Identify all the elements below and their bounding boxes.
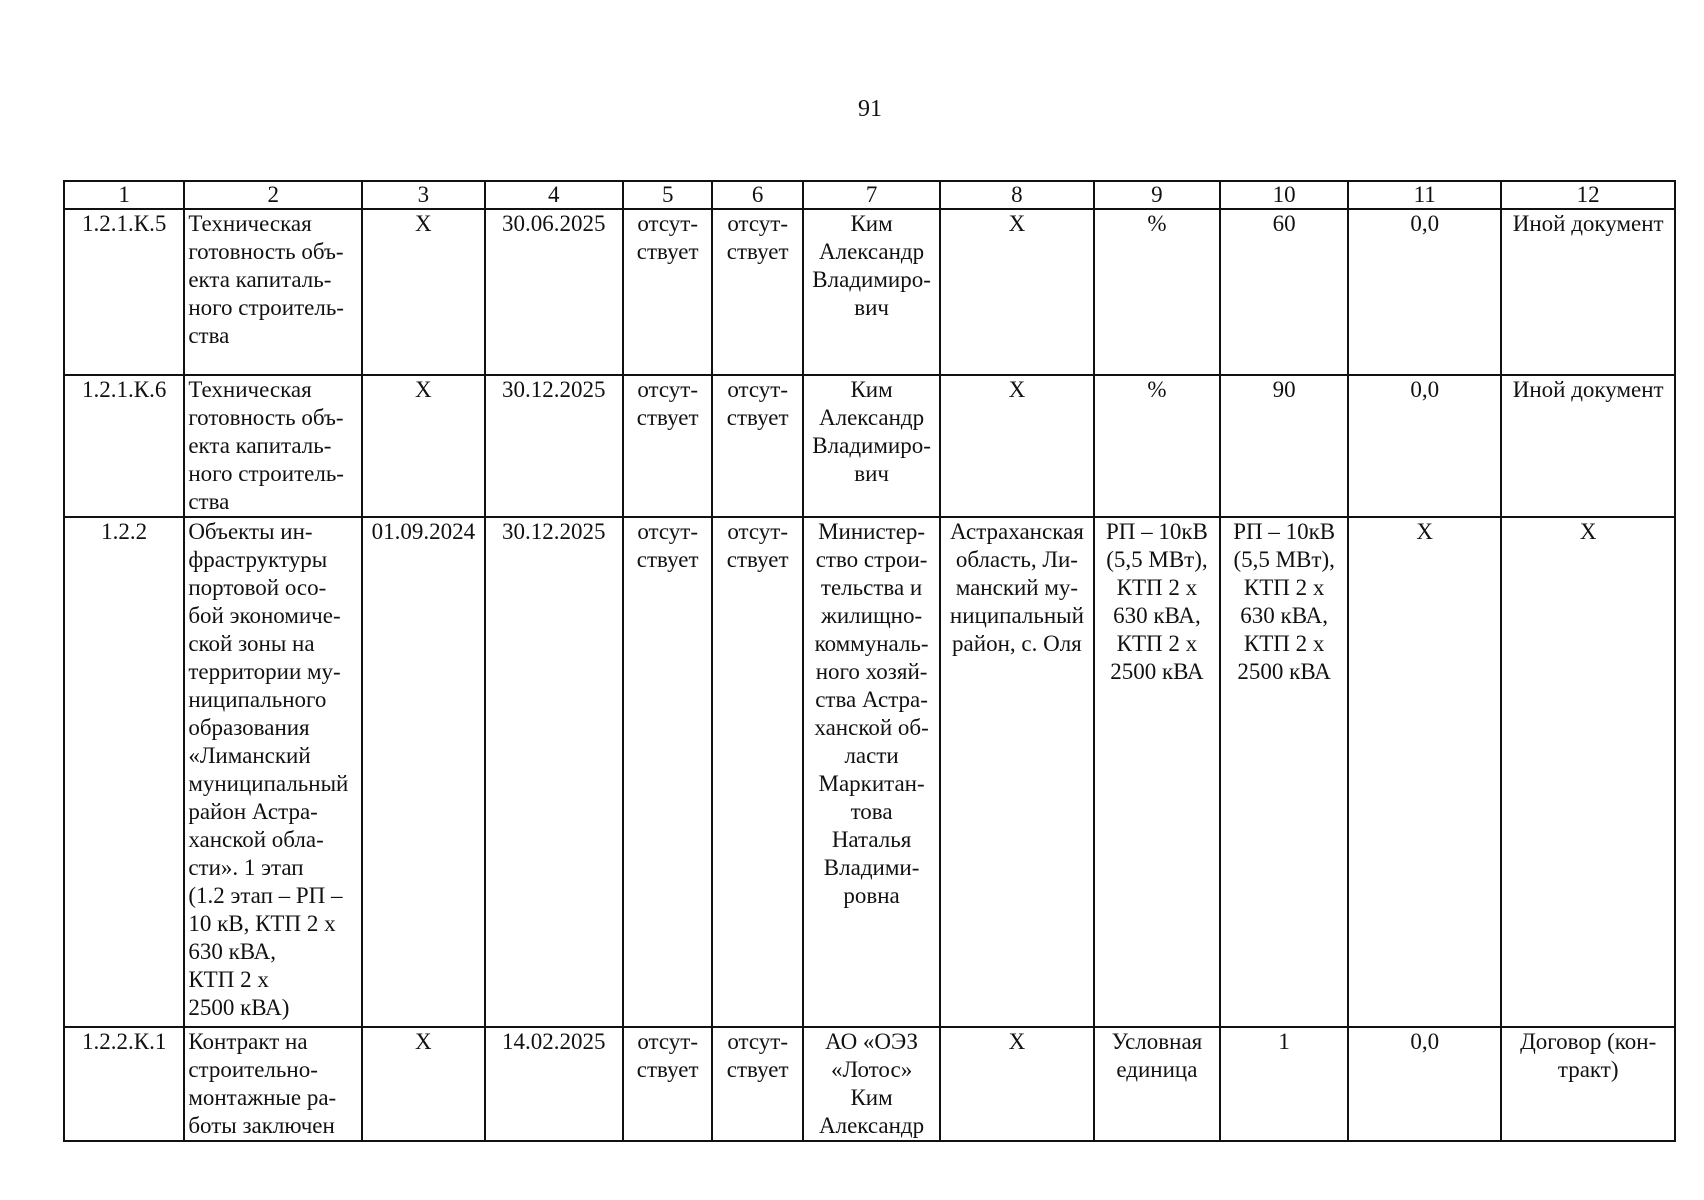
row-col6: отсут- ствует: [712, 375, 803, 517]
header-cell: 4: [485, 181, 623, 209]
row-unit: %: [1094, 375, 1221, 517]
header-cell: 9: [1094, 181, 1221, 209]
row-document: Договор (кон- тракт): [1501, 1027, 1675, 1141]
row-name: Техническая готовность объ- екта капиталь- ного строитель- ства: [184, 209, 362, 375]
header-row: [64, 181, 1675, 209]
row-unit: РП – 10кВ (5,5 МВт), КТП 2 х 630 кВА, КТП 2 х 2500 кВА: [1094, 517, 1221, 1027]
row-unit: %: [1094, 209, 1221, 375]
row-col5: отсут- ствует: [623, 1027, 712, 1141]
header-cell: 12: [1501, 181, 1675, 209]
table-row: [64, 1027, 1675, 1141]
header-cell: 6: [712, 181, 803, 209]
row-end: 30.12.2025: [485, 517, 623, 1027]
row-location: X: [940, 209, 1093, 375]
header-cell: 8: [940, 181, 1093, 209]
row-col6: отсут- ствует: [712, 1027, 803, 1141]
row-id: 1.2.2: [64, 517, 184, 1027]
row-end: 30.06.2025: [485, 209, 623, 375]
header-cell: 7: [803, 181, 940, 209]
page-number: 91: [858, 96, 882, 122]
table-row: [64, 517, 1675, 1027]
row-value: 1: [1220, 1027, 1348, 1141]
row-document: X: [1501, 517, 1675, 1027]
header-cell: 3: [362, 181, 484, 209]
row-col11: X: [1348, 517, 1501, 1027]
row-value: 60: [1220, 209, 1348, 375]
row-col5: отсут- ствует: [623, 209, 712, 375]
row-col11: 0,0: [1348, 375, 1501, 517]
row-value: 90: [1220, 375, 1348, 517]
row-start: X: [362, 209, 484, 375]
row-col6: отсут- ствует: [712, 517, 803, 1027]
row-start: 01.09.2024: [362, 517, 484, 1027]
row-name: Контракт на строительно- монтажные ра- боты заключен: [184, 1027, 362, 1141]
row-location: X: [940, 1027, 1093, 1141]
row-unit: Условная единица: [1094, 1027, 1221, 1141]
row-value: РП – 10кВ (5,5 МВт), КТП 2 х 630 кВА, КТП 2 х 2500 кВА: [1220, 517, 1348, 1027]
row-start: X: [362, 1027, 484, 1141]
row-col5: отсут- ствует: [623, 375, 712, 517]
row-col5: отсут- ствует: [623, 517, 712, 1027]
row-col6: отсут- ствует: [712, 209, 803, 375]
row-responsible: Министер- ство строи- тельства и жилищно- коммуналь- ного хозяй- ства Астра- ханской об- ласти Маркитан- това Наталья Владими- ровна: [803, 517, 940, 1027]
data-table: [63, 180, 1676, 1142]
table-row: [64, 375, 1675, 517]
row-col11: 0,0: [1348, 209, 1501, 375]
row-id: 1.2.1.К.5: [64, 209, 184, 375]
row-end: 14.02.2025: [485, 1027, 623, 1141]
row-location: X: [940, 375, 1093, 517]
row-end: 30.12.2025: [485, 375, 623, 517]
header-cell: 2: [184, 181, 362, 209]
row-name: Техническая готовность объ- екта капиталь- ного строитель- ства: [184, 375, 362, 517]
row-responsible: АО «ОЭЗ «Лотос» Ким Александр: [803, 1027, 940, 1141]
row-start: X: [362, 375, 484, 517]
row-document: Иной документ: [1501, 375, 1675, 517]
header-cell: 10: [1220, 181, 1348, 209]
row-responsible: Ким Александр Владимиро- вич: [803, 209, 940, 375]
header-cell: 11: [1348, 181, 1501, 209]
row-responsible: Ким Александр Владимиро- вич: [803, 375, 940, 517]
row-id: 1.2.2.К.1: [64, 1027, 184, 1141]
header-cell: 1: [64, 181, 184, 209]
table-row: [64, 209, 1675, 375]
row-name: Объекты ин- фраструктуры портовой осо- бой экономиче- ской зоны на территории му- ниципального образования «Лиманский муниципальный район Астра- ханской обла- сти». 1 этап (1.2 этап – РП – 10 кВ, КТП 2 х 630 кВА, КТП 2 х 2500 кВА): [184, 517, 362, 1027]
row-location: Астраханская область, Ли- манский му- ниципальный район, с. Оля: [940, 517, 1093, 1027]
row-id: 1.2.1.К.6: [64, 375, 184, 517]
header-cell: 5: [623, 181, 712, 209]
row-document: Иной документ: [1501, 209, 1675, 375]
row-col11: 0,0: [1348, 1027, 1501, 1141]
